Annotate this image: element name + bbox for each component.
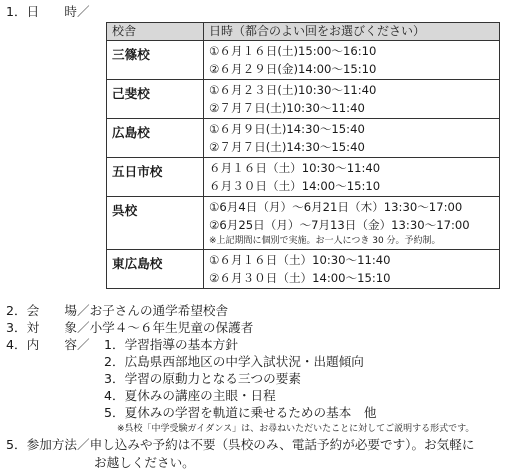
table-row bbox=[107, 250, 500, 289]
dates-cell bbox=[204, 197, 500, 250]
section-date-heading: 1．日 時／ bbox=[6, 4, 90, 19]
campus-cell: 己斐校 bbox=[107, 80, 204, 119]
table-row bbox=[107, 80, 500, 119]
date-line: ②６月３０日（土）14:00～15:10 bbox=[209, 271, 391, 285]
campus-cell: 五日市校 bbox=[107, 158, 204, 197]
date-line: ①６月１６日（土）10:30～11:40 bbox=[209, 253, 391, 267]
campus-cell: 三篠校 bbox=[107, 41, 204, 80]
content-item: 5．夏休みの学習を軌道に乗せるための基本 他 bbox=[104, 405, 377, 420]
date-line: ②６月２９日(金)14:00～15:10 bbox=[209, 62, 377, 76]
schedule-table bbox=[106, 22, 500, 289]
date-line: ①6月4日（月）～6月21日（木）13:30～17:00 bbox=[209, 200, 463, 214]
date-line: ②７月７日(土)10:30～11:40 bbox=[209, 101, 365, 115]
schedule-note: ※上記期間に個別で実施。お一人につき 30 分。予約制。 bbox=[209, 236, 441, 246]
content-item: 3．学習の原動力となる三つの要素 bbox=[104, 371, 301, 386]
date-line: ６月３０日（土）14:00～15:10 bbox=[209, 179, 381, 193]
date-line: ②７月７日(土)14:30～15:40 bbox=[209, 140, 365, 154]
dates-cell bbox=[204, 41, 500, 80]
table-row bbox=[107, 41, 500, 80]
campus-cell: 広島校 bbox=[107, 119, 204, 158]
table-row bbox=[107, 158, 500, 197]
header-campus: 校舎 bbox=[107, 23, 204, 41]
content-item: 4．夏休みの講座の主眼・日程 bbox=[104, 388, 276, 403]
dates-cell bbox=[204, 119, 500, 158]
campus-cell: 呉校 bbox=[107, 197, 204, 250]
table-row bbox=[107, 197, 500, 250]
venue-line: 2．会 場／お子さんの通学希望校舎 bbox=[6, 303, 229, 318]
date-line: ①６月９日(土)14:30～15:40 bbox=[209, 122, 365, 136]
table-row bbox=[107, 119, 500, 158]
date-line: ６月１６日（土）10:30～11:40 bbox=[209, 161, 381, 175]
method-line-continued: お越しください。 bbox=[94, 455, 195, 470]
date-line: ②6月25日（月）～7月13日（金）13:30～17:00 bbox=[209, 218, 470, 232]
header-datetime: 日時（都合のよい回をお選びください） bbox=[204, 23, 500, 41]
content-item: 1．学習指導の基本方針 bbox=[104, 337, 238, 352]
method-line: 5．参加方法／申し込みや予約は不要（呉校のみ、電話予約が必要です）。お気軽に bbox=[6, 437, 475, 452]
content-item: 2．広島県西部地区の中学入試状況・出題傾向 bbox=[104, 354, 364, 369]
target-line: 3．対 象／小学４～６年生児童の保護者 bbox=[6, 320, 254, 335]
dates-cell bbox=[204, 250, 500, 289]
content-note: ※呉校「中学受験ガイダンス」は、お尋ねいただいたことに対してご説明する形式です。 bbox=[117, 424, 475, 434]
content-label: 4．内 容／ bbox=[6, 337, 90, 352]
dates-cell bbox=[204, 158, 500, 197]
date-line: ①６月２３日(土)10:30～11:40 bbox=[209, 83, 377, 97]
date-line: ①６月１６日(土)15:00～16:10 bbox=[209, 44, 377, 58]
campus-cell: 東広島校 bbox=[107, 250, 204, 289]
dates-cell bbox=[204, 80, 500, 119]
table-header-row bbox=[107, 23, 500, 41]
